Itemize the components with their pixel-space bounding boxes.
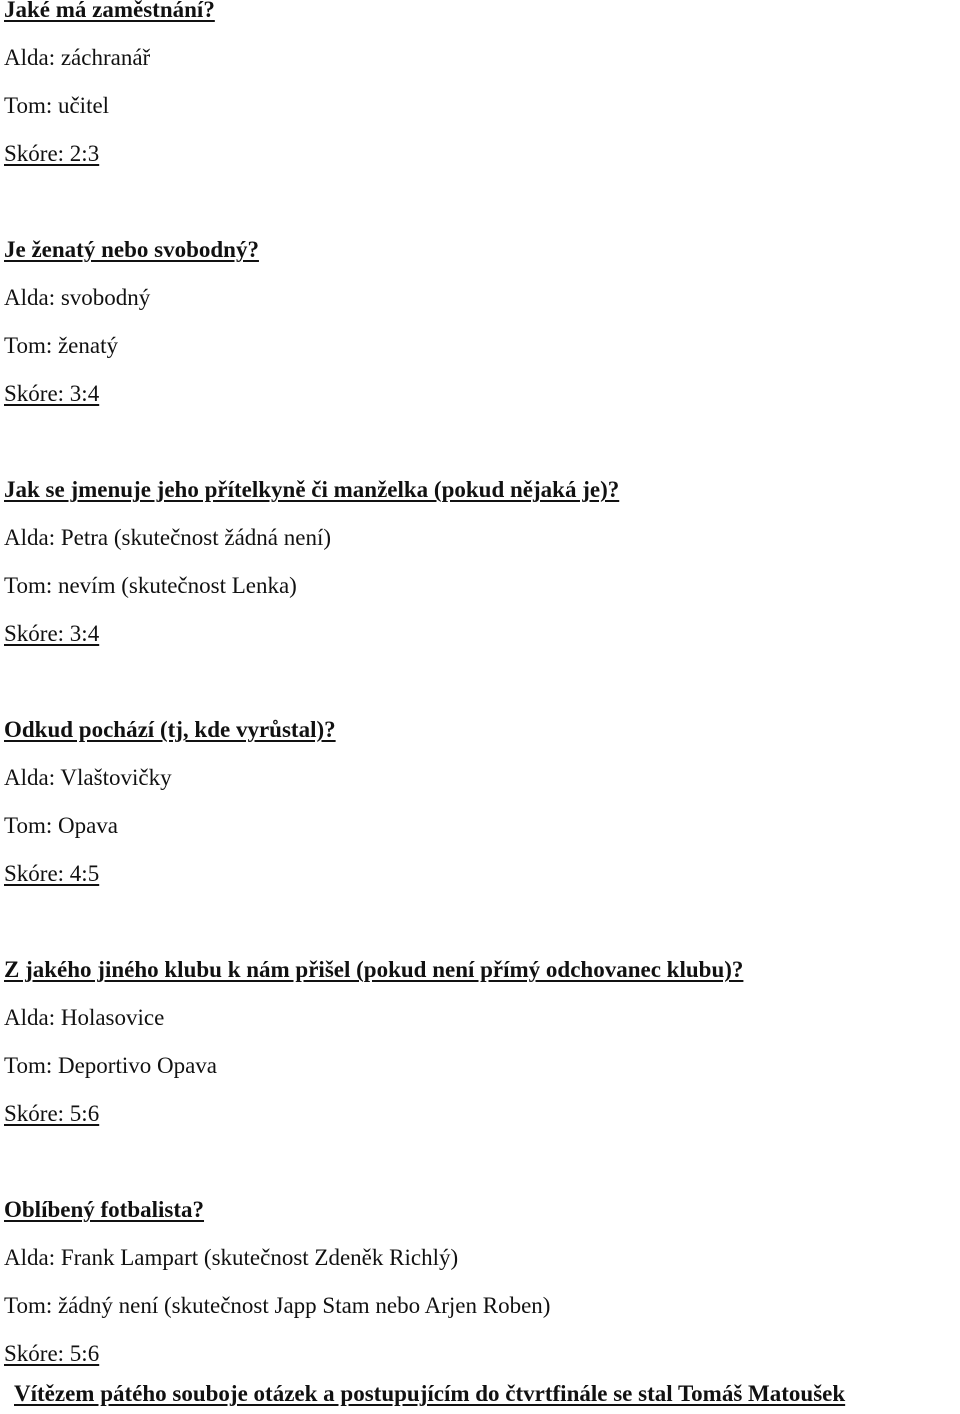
qa-section-marital-status <box>4 226 954 466</box>
section-spacer <box>4 178 954 226</box>
alda-answer: Alda: svobodný <box>4 285 151 310</box>
question-heading: Odkud pochází (tj, kde vyrůstal)? <box>4 717 336 742</box>
qa-section-partner-name <box>4 466 954 706</box>
score-line: Skóre: 3:4 <box>4 621 100 646</box>
score-line: Skóre: 2:3 <box>4 141 100 166</box>
qa-section-occupation <box>4 0 954 226</box>
tom-answer: Tom: nevím (skutečnost Lenka) <box>4 573 297 598</box>
score-line: Skóre: 4:5 <box>4 861 100 886</box>
qa-section-previous-club <box>4 946 954 1186</box>
alda-answer: Alda: Petra (skutečnost žádná není) <box>4 525 331 550</box>
qa-section-origin <box>4 706 954 946</box>
score-line: Skóre: 5:6 <box>4 1101 100 1126</box>
alda-answer: Alda: záchranář <box>4 45 151 70</box>
alda-answer: Alda: Vlaštovičky <box>4 765 172 790</box>
alda-answer: Alda: Frank Lampart (skutečnost Zdeněk Richlý) <box>4 1245 459 1270</box>
question-heading: Je ženatý nebo svobodný? <box>4 237 259 262</box>
question-heading: Jak se jmenuje jeho přítelkyně či manželka (pokud nějaká je)? <box>4 477 620 502</box>
section-spacer <box>4 658 954 706</box>
qa-section-favorite-player <box>4 1186 954 1378</box>
tom-answer: Tom: žádný není (skutečnost Japp Stam nebo Arjen Roben) <box>4 1293 551 1318</box>
tom-answer: Tom: ženatý <box>4 333 118 358</box>
score-line: Skóre: 3:4 <box>4 381 100 406</box>
question-heading: Oblíbený fotbalista? <box>4 1197 205 1222</box>
tom-answer: Tom: učitel <box>4 93 110 118</box>
tom-answer: Tom: Opava <box>4 813 119 838</box>
section-spacer <box>4 898 954 946</box>
alda-answer: Alda: Holasovice <box>4 1005 165 1030</box>
question-heading: Z jakého jiného klubu k nám přišel (pokud není přímý odchovanec klubu)? <box>4 957 744 982</box>
question-heading: Jaké má zaměstnání? <box>4 0 215 22</box>
section-spacer <box>4 1138 954 1186</box>
score-line: Skóre: 5:6 <box>4 1341 100 1366</box>
section-spacer <box>4 418 954 466</box>
tom-answer: Tom: Deportivo Opava <box>4 1053 218 1078</box>
document-page <box>4 0 954 1378</box>
winner-announcement: Vítězem pátého souboje otázek a postupujícím do čtvrtfinále se stal Tomáš Matoušek <box>14 1381 846 1406</box>
